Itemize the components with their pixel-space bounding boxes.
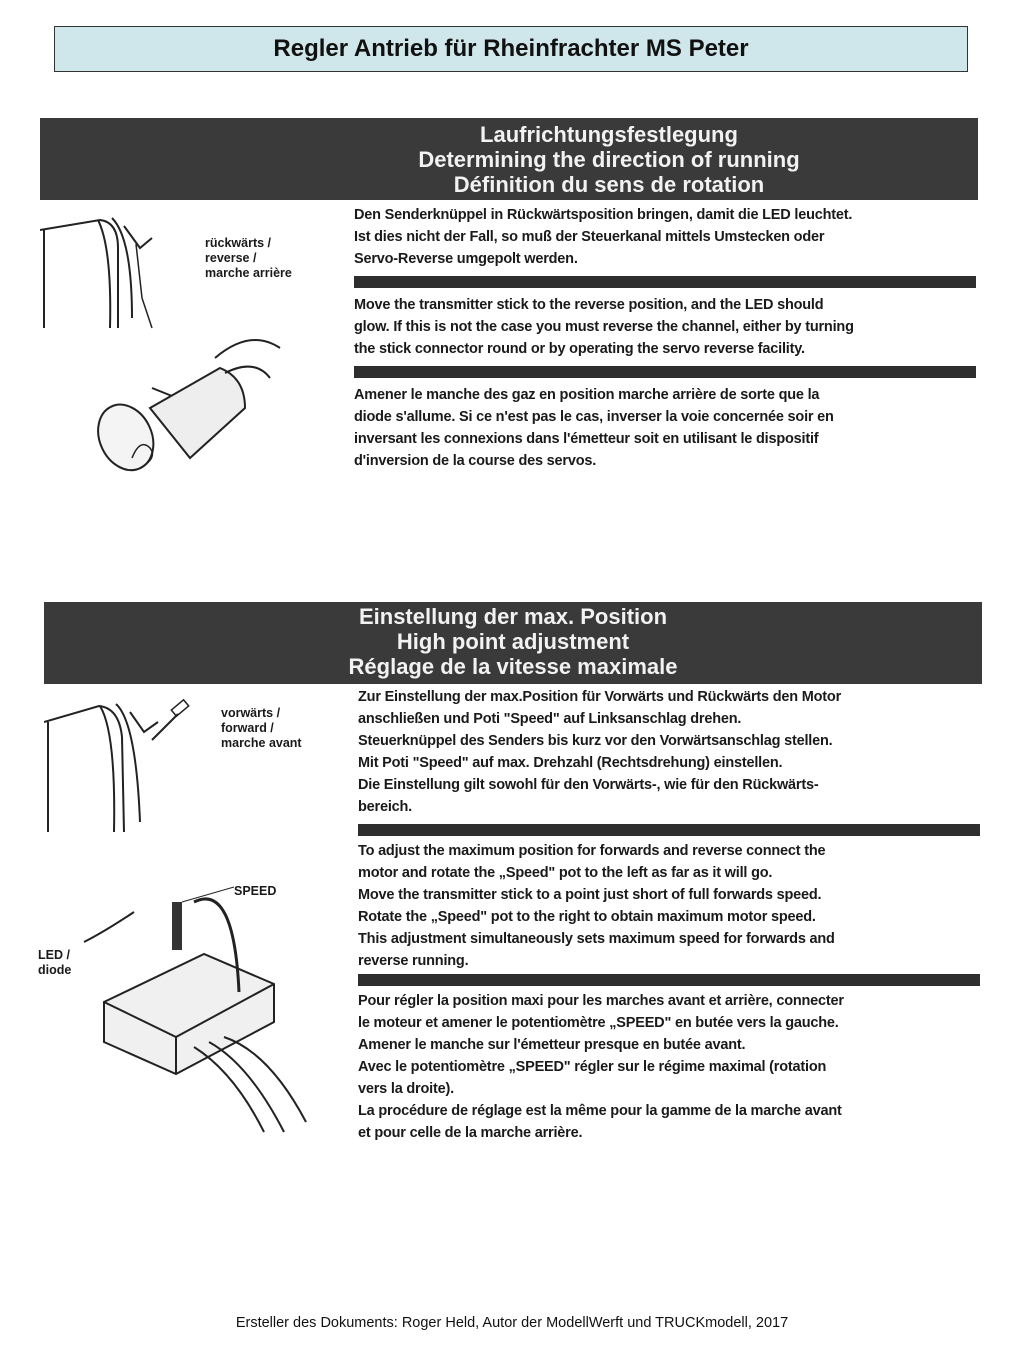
text-de: Den Senderknüppel in Rückwärtsposition bringen, damit die LED leuchtet. Ist dies nicht der Fall, so muß der Steuerkanal mittels Umstecken oder Servo-Reverse umgepolt werden.	[354, 207, 853, 267]
divider	[354, 276, 976, 288]
forward-label: vorwärts / forward / marche avant	[221, 706, 302, 750]
text-en: To adjust the maximum position for forwards and reverse connect the motor and rotate the „Speed" pot to the left as far as it will go. Move the transmitter stick to a point just short of full forwards speed. Rotate the „Speed" pot to the right to obtain maximum motor speed. This adjustment simultaneously sets maximum speed for forwards and reverse running.	[358, 843, 835, 969]
heading-en: High point adjustment	[396, 629, 630, 654]
text-fr: Amener le manche des gaz en position marche arrière de sorte que la diode s'allume. Si ce n'est pas le cas, inverser la voie concernée soir en inversant les connexions dans l'émetteur soit en utilisant le dispositif d'inversion de la course des servos.	[354, 387, 834, 469]
heading-fr: Réglage de la vitesse maximale	[348, 654, 678, 679]
transmitter-controller-illustration	[44, 692, 364, 1142]
heading-de: Einstellung der max. Position	[358, 604, 668, 629]
divider	[358, 974, 980, 986]
section-high-point	[38, 602, 982, 1147]
led-label: LED / diode	[38, 948, 72, 977]
section-direction	[40, 118, 978, 478]
reverse-label: rückwärts / reverse / marche arrière	[205, 236, 292, 280]
text-en: Move the transmitter stick to the reverse position, and the LED should glow. If this is not the case you must reverse the channel, either by turning the stick connector round or by operating the servo reverse facility.	[354, 297, 854, 357]
section-heading	[40, 118, 978, 200]
text-de: Zur Einstellung der max.Position für Vorwärts und Rückwärts den Motor anschließen und Poti "Speed" auf Linksanschlag drehen. Steuerknüppel des Senders bis kurz vor den Vorwärtsanschlag stellen. Mit Poti "Speed" auf max. Drehzahl (Rechtsdrehung) einstellen. Die Einstellung gilt sowohl für den Vorwärts-, wie für den Rückwärts- bereich.	[358, 689, 842, 815]
heading-en: Determining the direction of running	[418, 147, 800, 172]
speed-label: SPEED	[234, 884, 277, 898]
transmitter-motor-illustration	[40, 208, 340, 478]
heading-fr: Définition du sens de rotation	[453, 172, 765, 197]
footer-credit: Ersteller des Dokuments: Roger Held, Autor der ModellWerft und TRUCKmodell, 2017	[235, 1315, 789, 1331]
section-heading	[44, 602, 982, 684]
heading-de: Laufrichtungsfestlegung	[480, 122, 738, 147]
divider	[354, 366, 976, 378]
text-fr: Pour régler la position maxi pour les marches avant et arrière, connecter le moteur et amener le potentiomètre „SPEED" en butée vers la gauche. Amener le manche sur l'émetteur presque en butée avant. Avec le potentiomètre „SPEED" régler sur le régime maximal (rotation vers la droite). La procédure de réglage est la même pour la gamme de la marche avant et pour celle de la marche arrière.	[358, 993, 844, 1141]
document-title: Regler Antrieb für Rheinfrachter MS Peter	[54, 26, 968, 72]
divider	[358, 824, 980, 836]
